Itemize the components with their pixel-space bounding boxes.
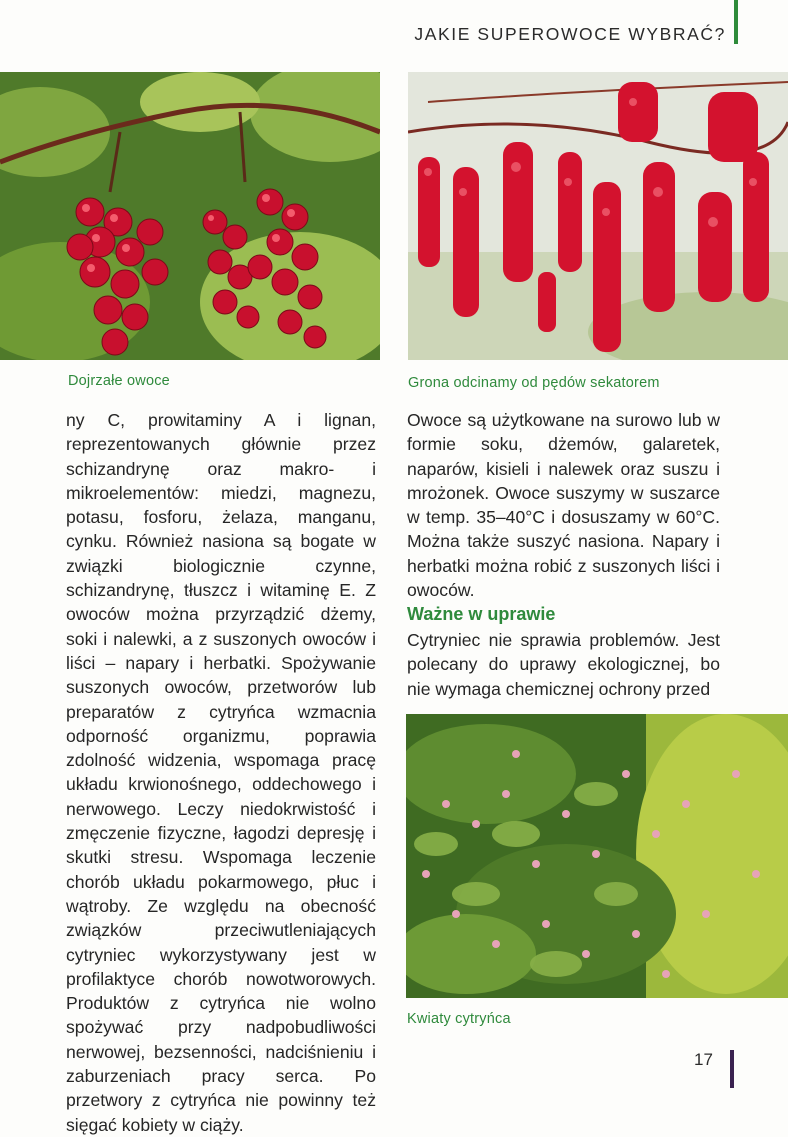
right-text-column-top [407, 408, 720, 602]
right-text-column-bottom [407, 628, 720, 701]
header-accent-bar [734, 0, 738, 44]
left-body-text: ny C, prowitaminy A i lignan, reprezentowanych głównie przez schizandrynę oraz makro- i mikroelementów: miedzi, magnezu, potasu, fosforu, żelaza, manganu, cynku. Również nasiona są bogate w związki biologicznie czynne, schizandrynę, tłuszcz i witaminę E. Z owoców można przyrządzić dżemy, soki i nalewki, a z suszonych owoców i liści – napary i herbatki. Spożywanie suszonych owoców, przetworów lub preparatów z cytryńca wzmacnia odporność organizmu, poprawia zdolność widzenia, wspomaga pracę układu krwionośnego, oddechowego i nerwowego. Leczy niedokrwistość i zmęczenie fizyczne, łagodzi depresję i skutki stresu. Wspomaga leczenie chorób układu pokarmowego, płuc i wątroby. Ze względu na obecność związków przeciwutleniających cytryniec wykorzystywany jest w profilaktyce chorób nowotworowych. Produktów z cytryńca nie wolno spożywać przy nadpobudliwości nerwowej, bezsenności, nadciśnieniu i zaburzeniach pracy serca. Po przetwory z cytryńca nie powinny też sięgać kobiety w ciąży. [66, 410, 376, 1135]
page-number: 17 [694, 1050, 713, 1069]
section-heading: Ważne w uprawie [407, 604, 556, 624]
right-paragraph-2: Cytryniec nie sprawia problemów. Jest polecany do uprawy ekologicznej, bo nie wymaga chemicznej ochrony przed [407, 630, 720, 699]
right-paragraph-1: Owoce są użytkowane na surowo lub w formie soku, dżemów, galaretek, naparów, kisieli i nalewek oraz suszu i mrożonek. Owoce suszymy w suszarce w temp. 35–40°C i dosuszamy w 60°C. Można także suszyć nasiona. Napary i herbatki można robić z suszonych liści i owoców. [407, 410, 720, 601]
ripe-berries-photo [0, 72, 380, 360]
running-header: JAKIE SUPEROWOCE WYBRAĆ? [414, 24, 726, 44]
flowers-photo [406, 714, 788, 998]
left-text-column [66, 408, 376, 1137]
caption-flowers: Kwiaty cytryńca [407, 1011, 511, 1027]
caption-ripe-berries: Dojrzałe owoce [68, 373, 170, 389]
page-accent-bar [730, 1050, 734, 1088]
hanging-clusters-photo [408, 72, 788, 360]
caption-hanging-clusters: Grona odcinamy od pędów sekatorem [408, 375, 660, 391]
